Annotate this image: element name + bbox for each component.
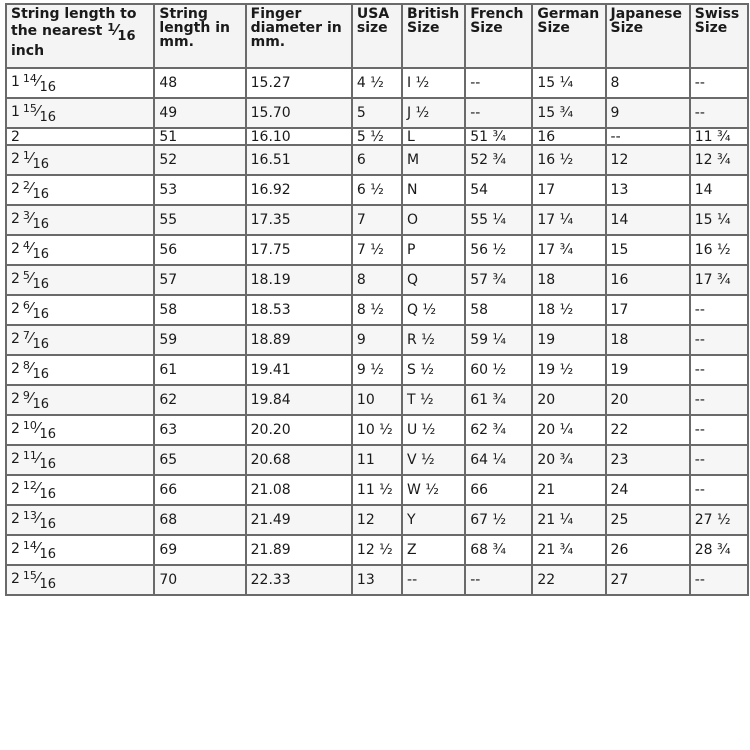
cell-german: 20: [532, 385, 605, 415]
cell-usa: 13: [352, 565, 402, 595]
cell-british: M: [402, 145, 465, 175]
cell-diameter: 21.08: [246, 475, 352, 505]
cell-mm: 63: [154, 415, 245, 445]
cell-fraction: $^2⁄_{16}$: [22, 178, 49, 202]
cell-swiss: --: [690, 325, 748, 355]
cell-mm: 55: [154, 205, 245, 235]
cell-british: P: [402, 235, 465, 265]
cell-diameter: 18.19: [246, 265, 352, 295]
cell-japanese: 25: [606, 505, 690, 535]
cell-german: 18 ½: [532, 295, 605, 325]
cell-fraction: $^{15}⁄_{16}$: [22, 568, 56, 592]
cell-fraction: $^3⁄_{16}$: [22, 208, 49, 232]
header-finger-diameter: Finger diameter in mm.: [246, 4, 352, 68]
cell-british: I ½: [402, 68, 465, 98]
header-string-mm: String length in mm.: [154, 4, 245, 68]
cell-german: 17: [532, 175, 605, 205]
cell-british: T ½: [402, 385, 465, 415]
table-row: [6, 128, 748, 145]
cell-usa: 8: [352, 265, 402, 295]
table-body: [6, 68, 748, 595]
cell-diameter: 18.89: [246, 325, 352, 355]
cell-german: 17 ¾: [532, 235, 605, 265]
table-row: [6, 325, 748, 355]
cell-swiss: --: [690, 415, 748, 445]
cell-swiss: 14: [690, 175, 748, 205]
cell-fraction: $^5⁄_{16}$: [22, 268, 49, 292]
cell-swiss: 27 ½: [690, 505, 748, 535]
cell-german: 16 ½: [532, 145, 605, 175]
cell-string-length: 2 $^2⁄_{16}$: [6, 175, 154, 205]
table-row: [6, 205, 748, 235]
cell-swiss: 28 ¾: [690, 535, 748, 565]
cell-fraction: $^1⁄_{16}$: [22, 148, 49, 172]
cell-diameter: 20.68: [246, 445, 352, 475]
cell-diameter: 16.92: [246, 175, 352, 205]
cell-string-length: 2 $^7⁄_{16}$: [6, 325, 154, 355]
cell-fraction: $^{12}⁄_{16}$: [22, 478, 56, 502]
cell-fraction: $^{14}⁄_{16}$: [22, 71, 56, 95]
cell-mm: 65: [154, 445, 245, 475]
cell-string-length: 2 $^8⁄_{16}$: [6, 355, 154, 385]
cell-german: 21 ¾: [532, 535, 605, 565]
cell-usa: 6: [352, 145, 402, 175]
cell-german: 21: [532, 475, 605, 505]
cell-japanese: --: [606, 128, 690, 145]
cell-fraction: $^7⁄_{16}$: [22, 328, 49, 352]
cell-usa: 9: [352, 325, 402, 355]
cell-usa: 6 ½: [352, 175, 402, 205]
cell-diameter: 21.89: [246, 535, 352, 565]
cell-mm: 57: [154, 265, 245, 295]
cell-mm: 58: [154, 295, 245, 325]
cell-japanese: 19: [606, 355, 690, 385]
cell-diameter: 21.49: [246, 505, 352, 535]
cell-string-length: 2 $^{11}⁄_{16}$: [6, 445, 154, 475]
cell-british: L: [402, 128, 465, 145]
cell-german: 19: [532, 325, 605, 355]
cell-japanese: 24: [606, 475, 690, 505]
cell-french: 61 ¾: [465, 385, 532, 415]
cell-mm: 56: [154, 235, 245, 265]
cell-diameter: 17.75: [246, 235, 352, 265]
table-row: [6, 145, 748, 175]
header-usa-size: USA size: [352, 4, 402, 68]
cell-string-length: 2 $^1⁄_{16}$: [6, 145, 154, 175]
cell-mm: 66: [154, 475, 245, 505]
cell-japanese: 15: [606, 235, 690, 265]
cell-french: 66: [465, 475, 532, 505]
cell-string-length: 2 $^{12}⁄_{16}$: [6, 475, 154, 505]
cell-japanese: 27: [606, 565, 690, 595]
cell-usa: 5: [352, 98, 402, 128]
cell-diameter: 20.20: [246, 415, 352, 445]
cell-diameter: 22.33: [246, 565, 352, 595]
cell-mm: 62: [154, 385, 245, 415]
cell-japanese: 8: [606, 68, 690, 98]
cell-mm: 53: [154, 175, 245, 205]
cell-diameter: 19.41: [246, 355, 352, 385]
cell-swiss: --: [690, 475, 748, 505]
cell-french: 68 ¾: [465, 535, 532, 565]
cell-string-length: 2 $^4⁄_{16}$: [6, 235, 154, 265]
cell-french: 67 ½: [465, 505, 532, 535]
cell-german: 20 ¾: [532, 445, 605, 475]
cell-swiss: 12 ¾: [690, 145, 748, 175]
cell-string-length: 2 $^6⁄_{16}$: [6, 295, 154, 325]
header-french-size: French Size: [465, 4, 532, 68]
cell-fraction: $^8⁄_{16}$: [22, 358, 49, 382]
cell-japanese: 12: [606, 145, 690, 175]
cell-diameter: 16.10: [246, 128, 352, 145]
table-row: [6, 98, 748, 128]
table-row: [6, 415, 748, 445]
cell-swiss: --: [690, 385, 748, 415]
cell-french: 60 ½: [465, 355, 532, 385]
cell-german: 18: [532, 265, 605, 295]
cell-diameter: 18.53: [246, 295, 352, 325]
cell-diameter: 15.70: [246, 98, 352, 128]
table-row: [6, 175, 748, 205]
cell-swiss: --: [690, 565, 748, 595]
table-row: [6, 385, 748, 415]
table-row: [6, 265, 748, 295]
cell-usa: 10: [352, 385, 402, 415]
table-row: [6, 565, 748, 595]
header-row: [6, 4, 748, 68]
cell-diameter: 15.27: [246, 68, 352, 98]
cell-french: 59 ¼: [465, 325, 532, 355]
table-row: [6, 535, 748, 565]
cell-british: R ½: [402, 325, 465, 355]
cell-fraction: $^{13}⁄_{16}$: [22, 508, 56, 532]
cell-french: 62 ¾: [465, 415, 532, 445]
cell-british: Q ½: [402, 295, 465, 325]
cell-french: 56 ½: [465, 235, 532, 265]
cell-mm: 69: [154, 535, 245, 565]
cell-mm: 52: [154, 145, 245, 175]
cell-string-length: 2 $^5⁄_{16}$: [6, 265, 154, 295]
cell-usa: 4 ½: [352, 68, 402, 98]
cell-string-length: 2 $^{10}⁄_{16}$: [6, 415, 154, 445]
cell-british: Z: [402, 535, 465, 565]
cell-mm: 49: [154, 98, 245, 128]
cell-french: 64 ¼: [465, 445, 532, 475]
cell-string-length: 1 $^{14}⁄_{16}$: [6, 68, 154, 98]
cell-usa: 9 ½: [352, 355, 402, 385]
cell-fraction: $^{11}⁄_{16}$: [22, 448, 56, 472]
cell-french: --: [465, 68, 532, 98]
cell-british: V ½: [402, 445, 465, 475]
cell-mm: 59: [154, 325, 245, 355]
cell-german: 15 ¼: [532, 68, 605, 98]
cell-string-length: 2 $^9⁄_{16}$: [6, 385, 154, 415]
cell-japanese: 22: [606, 415, 690, 445]
cell-swiss: 11 ¾: [690, 128, 748, 145]
table-row: [6, 68, 748, 98]
cell-japanese: 20: [606, 385, 690, 415]
cell-british: N: [402, 175, 465, 205]
cell-french: 51 ¾: [465, 128, 532, 145]
cell-british: Y: [402, 505, 465, 535]
table-row: [6, 445, 748, 475]
cell-japanese: 16: [606, 265, 690, 295]
cell-french: 58: [465, 295, 532, 325]
cell-german: 15 ¾: [532, 98, 605, 128]
cell-usa: 7 ½: [352, 235, 402, 265]
cell-swiss: 15 ¼: [690, 205, 748, 235]
cell-diameter: 16.51: [246, 145, 352, 175]
cell-british: U ½: [402, 415, 465, 445]
cell-usa: 11 ½: [352, 475, 402, 505]
cell-german: 17 ¼: [532, 205, 605, 235]
cell-japanese: 18: [606, 325, 690, 355]
cell-swiss: 17 ¾: [690, 265, 748, 295]
cell-usa: 11: [352, 445, 402, 475]
cell-fraction: $^{10}⁄_{16}$: [22, 418, 56, 442]
cell-usa: 12 ½: [352, 535, 402, 565]
cell-british: Q: [402, 265, 465, 295]
table-row: [6, 235, 748, 265]
cell-fraction: $^{14}⁄_{16}$: [22, 538, 56, 562]
cell-usa: 12: [352, 505, 402, 535]
cell-string-length: 2 $^3⁄_{16}$: [6, 205, 154, 235]
cell-german: 22: [532, 565, 605, 595]
cell-japanese: 14: [606, 205, 690, 235]
cell-mm: 61: [154, 355, 245, 385]
cell-string-length: 2 $^{14}⁄_{16}$: [6, 535, 154, 565]
cell-string-length: 1 $^{15}⁄_{16}$: [6, 98, 154, 128]
cell-british: S ½: [402, 355, 465, 385]
table-row: [6, 475, 748, 505]
cell-swiss: --: [690, 295, 748, 325]
cell-german: 19 ½: [532, 355, 605, 385]
cell-french: 52 ¾: [465, 145, 532, 175]
ring-size-table: [5, 3, 749, 596]
cell-swiss: --: [690, 445, 748, 475]
cell-swiss: --: [690, 355, 748, 385]
cell-french: --: [465, 565, 532, 595]
cell-mm: 70: [154, 565, 245, 595]
table-row: [6, 505, 748, 535]
cell-diameter: 17.35: [246, 205, 352, 235]
cell-usa: 5 ½: [352, 128, 402, 145]
cell-fraction: $^{15}⁄_{16}$: [22, 101, 56, 125]
header-swiss-size: Swiss Size: [690, 4, 748, 68]
cell-british: --: [402, 565, 465, 595]
cell-usa: 7: [352, 205, 402, 235]
cell-german: 16: [532, 128, 605, 145]
header-british-size: British Size: [402, 4, 465, 68]
table-row: [6, 295, 748, 325]
cell-french: 57 ¾: [465, 265, 532, 295]
cell-mm: 68: [154, 505, 245, 535]
cell-mm: 51: [154, 128, 245, 145]
cell-french: --: [465, 98, 532, 128]
cell-japanese: 23: [606, 445, 690, 475]
cell-british: O: [402, 205, 465, 235]
cell-german: 20 ¼: [532, 415, 605, 445]
cell-fraction: $^6⁄_{16}$: [22, 298, 49, 322]
cell-diameter: 19.84: [246, 385, 352, 415]
cell-string-length: 2: [6, 128, 154, 145]
cell-usa: 10 ½: [352, 415, 402, 445]
header-german-size: German Size: [532, 4, 605, 68]
cell-swiss: --: [690, 98, 748, 128]
cell-usa: 8 ½: [352, 295, 402, 325]
cell-string-length: 2 $^{13}⁄_{16}$: [6, 505, 154, 535]
cell-british: J ½: [402, 98, 465, 128]
cell-swiss: --: [690, 68, 748, 98]
cell-japanese: 26: [606, 535, 690, 565]
header-fraction: $^1⁄_{16}$: [107, 21, 136, 44]
cell-japanese: 17: [606, 295, 690, 325]
cell-string-length: 2 $^{15}⁄_{16}$: [6, 565, 154, 595]
header-japanese-size: Japanese Size: [606, 4, 690, 68]
cell-french: 55 ¼: [465, 205, 532, 235]
cell-japanese: 13: [606, 175, 690, 205]
cell-japanese: 9: [606, 98, 690, 128]
cell-german: 21 ¼: [532, 505, 605, 535]
cell-french: 54: [465, 175, 532, 205]
cell-mm: 48: [154, 68, 245, 98]
table-row: [6, 355, 748, 385]
cell-swiss: 16 ½: [690, 235, 748, 265]
header-string-length: String length to the nearest $^1⁄_{16}$ inch: [6, 4, 154, 68]
cell-british: W ½: [402, 475, 465, 505]
cell-fraction: $^9⁄_{16}$: [22, 388, 49, 412]
cell-fraction: $^4⁄_{16}$: [22, 238, 49, 262]
